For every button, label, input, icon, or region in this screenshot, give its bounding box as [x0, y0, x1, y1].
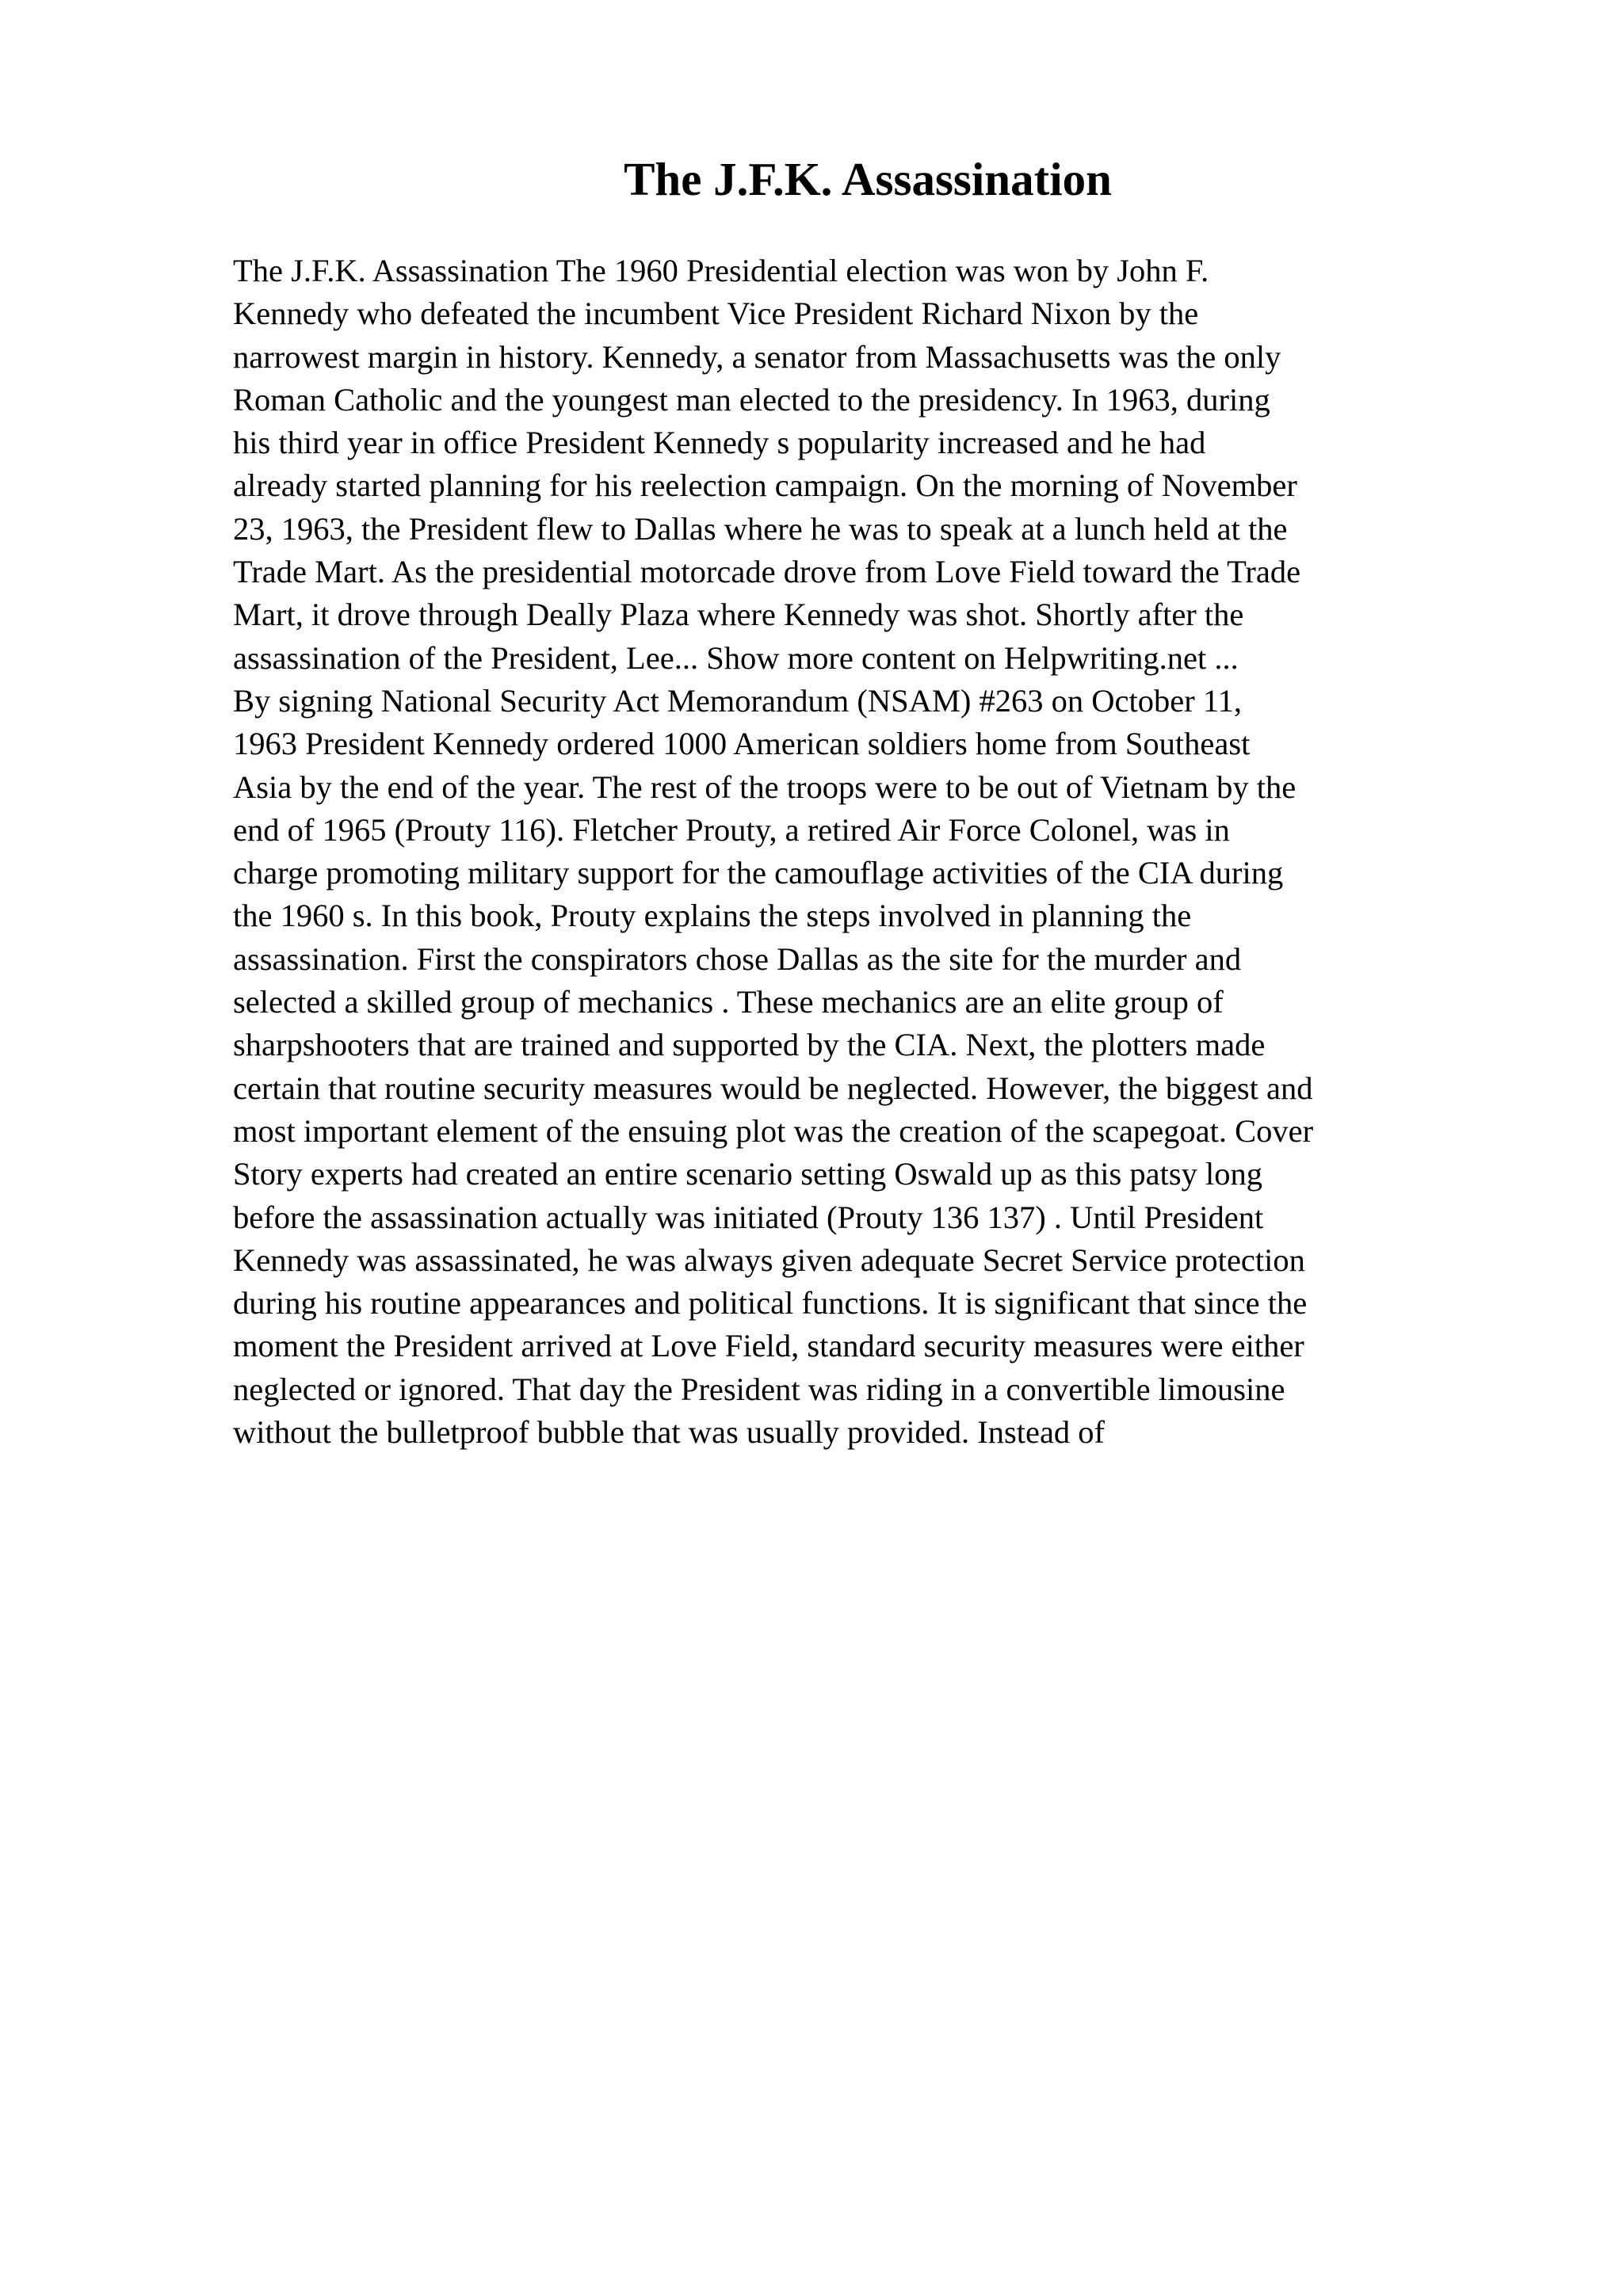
body-line: without the bulletproof bubble that was usually provided. Instead of [233, 1414, 1106, 1451]
body-line: during his routine appearances and political functions. It is significant that since the [233, 1285, 1308, 1322]
body-line: neglected or ignored. That day the President was riding in a convertible limousine [233, 1371, 1285, 1407]
body-line: 23, 1963, the President flew to Dallas where he was to speak at a lunch held at the [233, 510, 1288, 547]
body-line: Mart, it drove through Deally Plaza where Kennedy was shot. Shortly after the [233, 597, 1244, 633]
body-line: sharpshooters that are trained and supported by the CIA. Next, the plotters made [233, 1027, 1266, 1063]
body-line: Asia by the end of the year. The rest of the troops were to be out of Vietnam by the [233, 769, 1296, 805]
body-line: By signing National Security Act Memorandum (NSAM) #263 on October 11, [233, 682, 1242, 719]
body-line: end of 1965 (Prouty 116). Fletcher Prouty, a retired Air Force Colonel, was in [233, 811, 1230, 848]
body-line: before the assassination actually was initiated (Prouty 136 137) . Until President [233, 1199, 1264, 1235]
body-line: already started planning for his reelection campaign. On the morning of November [233, 467, 1297, 504]
body-line: moment the President arrived at Love Field, standard security measures were either [233, 1328, 1304, 1364]
body-line: selected a skilled group of mechanics . These mechanics are an elite group of [233, 984, 1224, 1020]
body-line: Roman Catholic and the youngest man elected to the presidency. In 1963, during [233, 381, 1270, 418]
body-line: certain that routine security measures would be neglected. However, the biggest and [233, 1070, 1313, 1106]
body-line: 1963 President Kennedy ordered 1000 American soldiers home from Southeast [233, 726, 1251, 762]
title-container [0, 147, 1623, 219]
document-title: The J.F.K. Assassination [624, 153, 1112, 205]
body-line: Kennedy was assassinated, he was always given adequate Secret Service protection [233, 1241, 1305, 1278]
body-line: The J.F.K. Assassination The 1960 Presidential election was won by John F. [233, 253, 1209, 288]
body-line: assassination. First the conspirators chose Dallas as the site for the murder and [233, 940, 1242, 977]
body-line: his third year in office President Kennedy s popularity increased and he had [233, 425, 1206, 461]
body-line: assassination of the President, Lee... Show more content on Helpwriting.net ... [233, 639, 1239, 676]
body-line: most important element of the ensuing plot was the creation of the scapegoat. Cover [233, 1112, 1314, 1149]
body-line: the 1960 s. In this book, Prouty explains the steps involved in planning the [233, 898, 1192, 934]
document-body [233, 250, 1501, 1454]
body-line: Story experts had created an entire scenario setting Oswald up as this patsy long [233, 1156, 1263, 1192]
body-line: Trade Mart. As the presidential motorcade drove from Love Field toward the Trade [233, 554, 1301, 590]
body-line: charge promoting military support for the camouflage activities of the CIA during [233, 855, 1284, 891]
body-line: narrowest margin in history. Kennedy, a senator from Massachusetts was the only [233, 338, 1281, 375]
body-line: Kennedy who defeated the incumbent Vice President Richard Nixon by the [233, 296, 1199, 332]
